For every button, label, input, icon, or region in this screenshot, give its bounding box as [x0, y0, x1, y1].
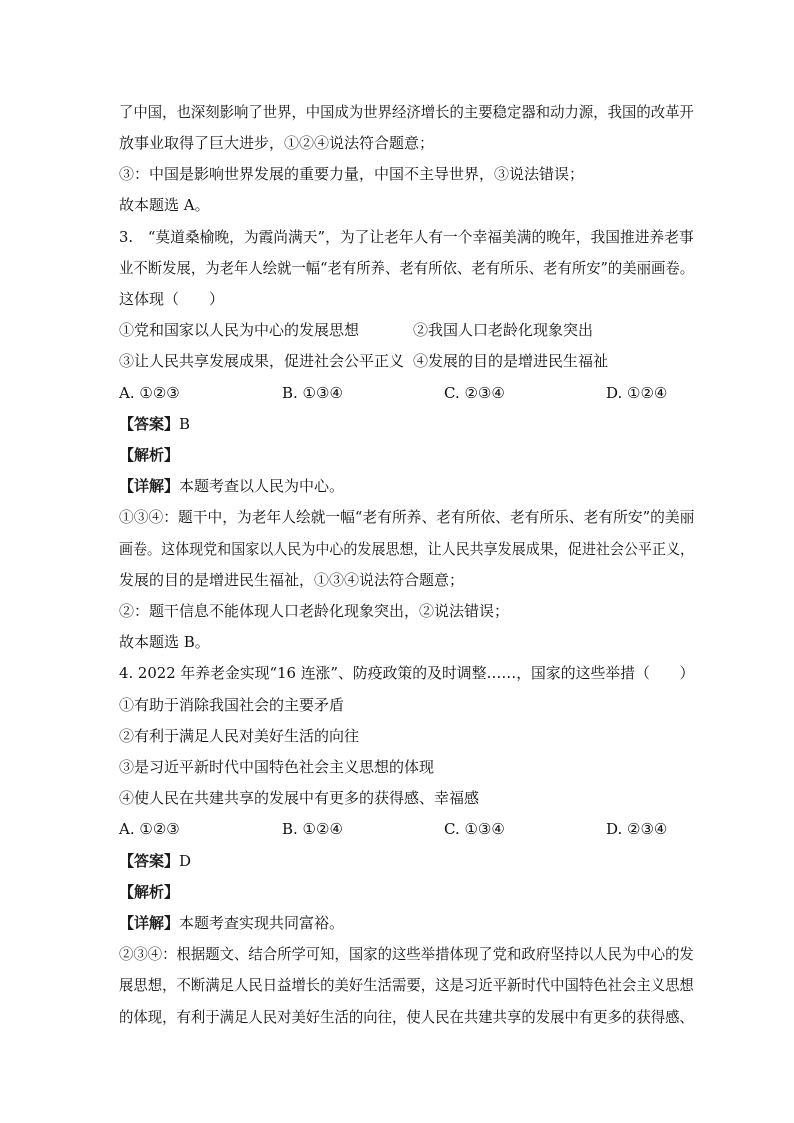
q4-option-3: ③是习近平新时代中国特色社会主义思想的体现 [119, 758, 435, 776]
answer-tag: 【答案】 [119, 415, 180, 433]
q3-option-row [119, 351, 404, 371]
q3-option-3: ③让人民共享发展成果，促进社会公平正义 [119, 352, 405, 370]
explanation-line: 画卷。这体现党和国家以人民为中心的发展思想，让人民共享发展成果，促进社会公平正义， [119, 540, 695, 558]
answer-tag: 【答案】 [119, 852, 180, 870]
q3-option-2: ②我国人口老龄化现象突出 [413, 321, 594, 339]
q4-detail [119, 913, 344, 933]
text-line: ③：中国是影响世界发展的重要力量，中国不主导世界，③说法错误； [119, 165, 585, 183]
q4-option-1: ①有助于消除我国社会的主要矛盾 [119, 696, 345, 714]
text-line: 放事业取得了巨大进步，①②④说法符合题意； [119, 134, 435, 152]
answer-value: D [179, 852, 192, 870]
q4-choice-b: B. ①②④ [282, 820, 343, 838]
question-3-stem: 这体现（ ） [119, 290, 225, 308]
q3-option-row [413, 351, 608, 371]
q3-choice-a: A. ①②③ [119, 384, 180, 402]
q3-option-1: ①党和国家以人民为中心的发展思想 [119, 321, 360, 339]
detail-tag: 【详解】 [119, 477, 180, 495]
q4-answer [119, 851, 191, 871]
explanation-line: 展思想，不断满足人民日益增长的美好生活需要，这是习近平新时代中国特色社会主义思想 [119, 976, 694, 994]
q3-choice-d: D. ①②④ [606, 384, 668, 402]
detail-text: 本题考查实现共同富裕。 [179, 914, 345, 932]
detail-tag: 【详解】 [119, 914, 180, 932]
explanation-line: 发展的目的是增进民生福祉，①③④说法符合题意； [119, 571, 465, 589]
q3-choice-c: C. ②③④ [444, 384, 505, 402]
analysis-tag: 【解析】 [119, 446, 180, 464]
q4-choice-c: C. ①③④ [444, 820, 505, 838]
q3-analysis [119, 445, 179, 465]
explanation-line: ②：题干信息不能体现人口老龄化现象突出，②说法错误； [119, 602, 510, 620]
q3-detail [119, 476, 344, 496]
q3-option-row [413, 320, 593, 340]
text-line: 故本题选 A。 [119, 196, 210, 214]
q3-option-row [119, 320, 359, 340]
q4-option-4: ④使人民在共建共享的发展中有更多的获得感、幸福感 [119, 789, 480, 807]
analysis-tag: 【解析】 [119, 883, 180, 901]
question-4-stem: 4. 2022 年养老金实现“16 连涨”、防疫政策的及时调整……，国家的这些举措（ ） [119, 664, 695, 682]
question-3-stem: 3. “莫道桑榆晚，为霞尚满天”，为了让老年人有一个幸福美满的晚年，我国推进养老事 [119, 228, 694, 246]
question-3-stem: 业不断发展，为老年人绘就一幅“老有所养、老有所依、老有所乐、老有所安”的美丽画卷。 [119, 259, 695, 277]
q4-choice-d: D. ②③④ [606, 820, 668, 838]
q4-analysis [119, 882, 179, 902]
conclusion-line: 故本题选 B。 [119, 633, 210, 651]
text-line: 了中国，也深刻影响了世界，中国成为世界经济增长的主要稳定器和动力源，我国的改革开 [119, 103, 694, 121]
explanation-line: 的体现，有利于满足人民对美好生活的向往，使人民在共建共享的发展中有更多的获得感、 [119, 1008, 694, 1026]
explanation-line: ①③④：题干中，为老年人绘就一幅“老有所养、老有所依、老有所乐、老有所安”的美丽 [119, 508, 695, 526]
q3-choice-b: B. ①③④ [282, 384, 343, 402]
answer-value: B [179, 415, 191, 433]
explanation-line: ②③④：根据题文、结合所学可知，国家的这些举措体现了党和政府坚持以人民为中心的发 [119, 945, 694, 963]
q3-answer [119, 414, 190, 434]
detail-text: 本题考查以人民为中心。 [179, 477, 345, 495]
q3-option-4: ④发展的目的是增进民生福祉 [413, 352, 609, 370]
q4-option-2: ②有利于满足人民对美好生活的向往 [119, 727, 360, 745]
q4-choice-a: A. ①②③ [119, 820, 180, 838]
